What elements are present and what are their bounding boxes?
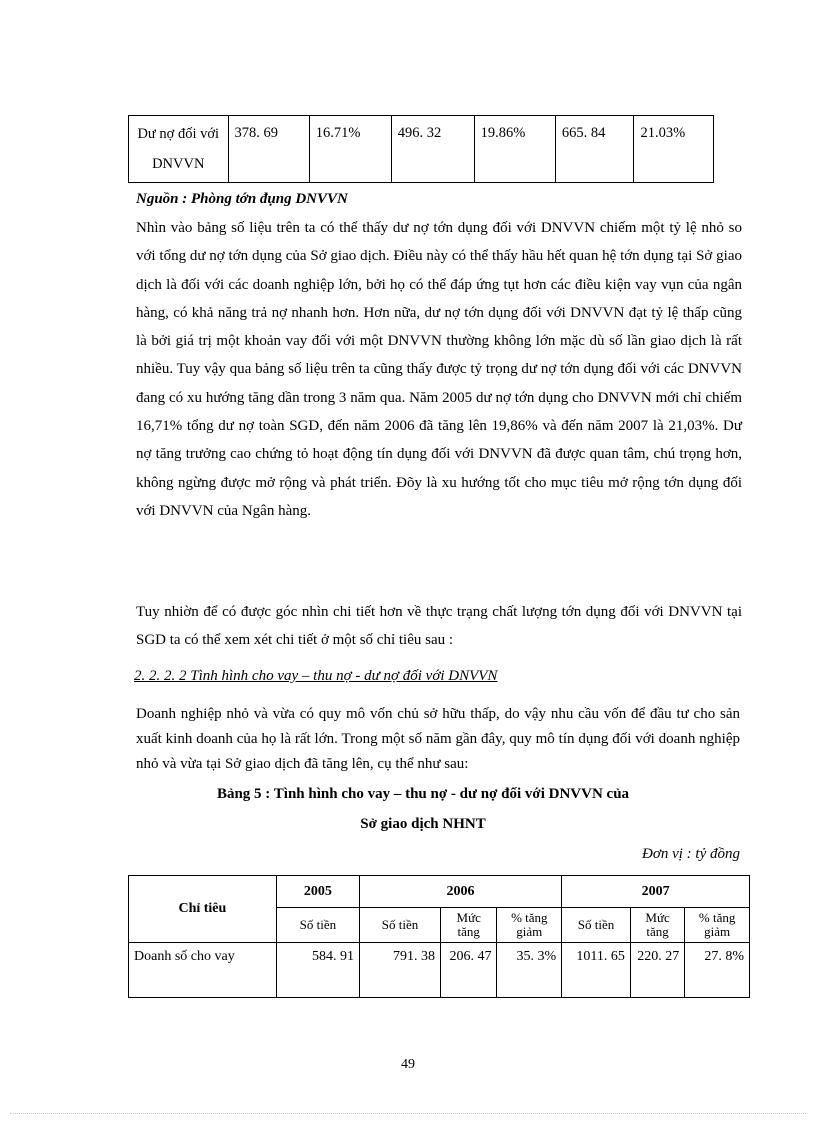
table-cell: 21.03% bbox=[634, 116, 714, 183]
source-note: Nguồn : Phòng tớn đụng DNVVN bbox=[136, 191, 348, 207]
table-cell: 19.86% bbox=[474, 116, 555, 183]
table-cell: 27. 8% bbox=[685, 943, 750, 998]
debt-ratio-table bbox=[128, 115, 714, 183]
unit-note: Đơn vị : tỷ đồng bbox=[642, 846, 740, 862]
year-header: 2005 bbox=[276, 876, 359, 908]
table-cell: 16.71% bbox=[309, 116, 391, 183]
page-number: 49 bbox=[401, 1057, 415, 1072]
column-subheader: Số tiền bbox=[276, 908, 359, 943]
table-cell: 220. 27 bbox=[630, 943, 684, 998]
table-row bbox=[129, 943, 750, 998]
column-subheader: Mức tăng bbox=[630, 908, 684, 943]
column-subheader: Mức tăng bbox=[441, 908, 497, 943]
column-subheader: Số tiền bbox=[562, 908, 631, 943]
paragraph: Nhìn vào bảng số liệu trên ta có thể thấy dư nợ tớn dụng đối với DNVVN chiếm một tỷ lệ nhỏ so với tổng dư nợ tớn dụng của Sở giao dịch. Điều này có thể thấy hầu hết quan hệ tớn dụng tại Sở giao dịch là đối với các doanh nghiệp lớn, bởi họ có thể đáp ứng tụt hơn các điều kiện vay vụn của ngân hàng, có khả năng trả nợ nhanh hơn. Hơn nữa, dư nợ tớn dụng đối với DNVVN đạt tỷ lệ thấp cũng là bởi giá trị một khoản vay đối với một DNVVN thường không lớn mặc dù số lần giao dịch là rất nhiều. Tuy vậy qua bảng số liệu trên ta cũng thấy được tỷ trọng dư nợ tớn dụng đối với các DNVVN đang có xu hướng tăng dần trong 3 năm qua. Năm 2005 dư nợ tớn dụng cho DNVVN mới chỉ chiếm 16,71% tổng dư nợ toàn SGD, đến năm 2006 đã tăng lên 19,86% và đến năm 2007 là 21,03%. Dư nợ tăng trưởng cao chứng tỏ hoạt động tín dụng đối với DNVVN đã được quan tâm, chú trọng hơn, không ngừng được mở rộng và phát triển. Đõy là xu hướng tốt cho mục tiêu mở rộng tớn dụng đối với DNVVN của Ngân hàng. bbox=[136, 220, 742, 519]
table-subtitle: Sở giao dịch NHNT bbox=[360, 816, 486, 832]
row-label: Doanh số cho vay bbox=[129, 943, 277, 998]
column-subheader: % tăng giảm bbox=[685, 908, 750, 943]
table-cell: 206. 47 bbox=[441, 943, 497, 998]
table-cell: 665. 84 bbox=[555, 116, 634, 183]
loan-table bbox=[128, 875, 750, 998]
table-row bbox=[129, 116, 714, 183]
footer-divider bbox=[10, 1113, 806, 1114]
table-cell: 1011. 65 bbox=[562, 943, 631, 998]
section-heading: 2. 2. 2. 2 Tình hình cho vay – thu nợ - dư nợ đối với DNVVN bbox=[134, 668, 498, 684]
column-subheader: Số tiền bbox=[359, 908, 440, 943]
table-header-row bbox=[129, 876, 750, 908]
paragraph: Tuy nhiờn để có được góc nhìn chi tiết hơn về thực trạng chất lượng tớn dụng đối với DNVVN tại SGD ta có thể xem xét chi tiết ở một số chỉ tiêu sau : bbox=[136, 604, 742, 649]
table-title: Bảng 5 : Tình hình cho vay – thu nợ - dư nợ đối với DNVVN của bbox=[216, 786, 630, 802]
column-header: Chỉ tiêu bbox=[129, 876, 277, 943]
column-subheader: % tăng giảm bbox=[497, 908, 562, 943]
table-cell: 35. 3% bbox=[497, 943, 562, 998]
year-header: 2007 bbox=[562, 876, 750, 908]
table-cell: 378. 69 bbox=[228, 116, 309, 183]
table-cell: 584. 91 bbox=[276, 943, 359, 998]
row-label: Dư nợ đối với DNVVN bbox=[129, 116, 229, 183]
paragraph: Doanh nghiệp nhỏ và vừa có quy mô vốn chủ sở hữu thấp, do vậy nhu cầu vốn để đầu tư cho sản xuất kinh doanh của họ là rất lớn. Trong một số năm gần đây, quy mô tín dụng đối với doanh nghiệp nhỏ và vừa tại Sở giao dịch đã tăng lên, cụ thể như sau: bbox=[136, 706, 740, 772]
year-header: 2006 bbox=[359, 876, 561, 908]
table-cell: 496. 32 bbox=[391, 116, 474, 183]
table-cell: 791. 38 bbox=[359, 943, 440, 998]
